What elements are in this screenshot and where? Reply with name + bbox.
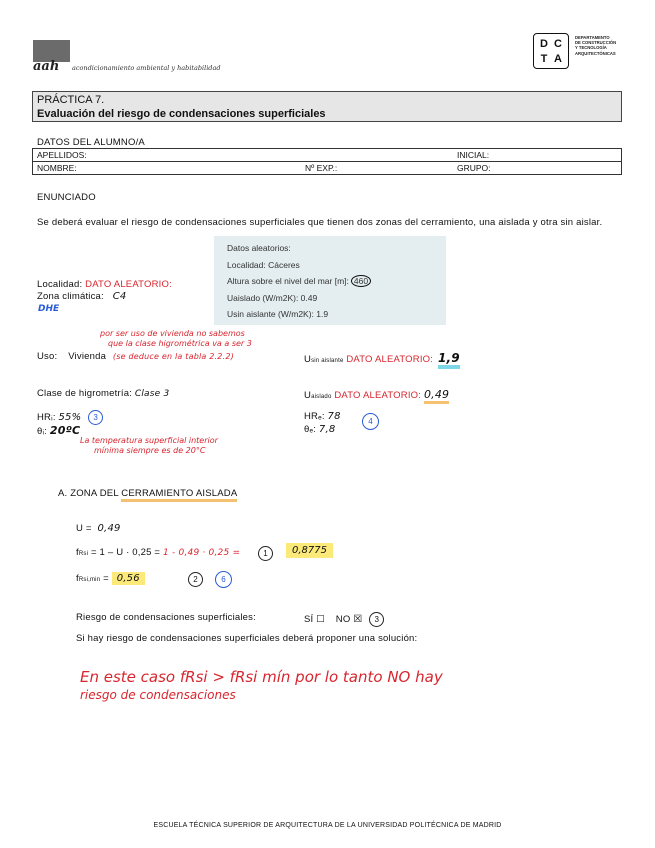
practice-title: Evaluación del riesgo de condensaciones superficiales (37, 108, 326, 120)
clase-row: Clase de higrometría: Clase 3 (37, 388, 170, 399)
dcta-logo (533, 33, 569, 69)
uso-row: Uso: Vivienda (se deduce en la tabla 2.2.2) (37, 351, 234, 362)
uaislado-row: Uaislado DATO ALEATORIO: 0,49 (304, 388, 449, 401)
section-a-heading: A. ZONA DEL CERRAMIENTO AISLADA (58, 488, 237, 499)
hre-value: 78 (327, 411, 341, 422)
frsimin-row: fRsi,min = 0,56 (76, 573, 145, 584)
frsimin-circle-blue: 6 (215, 571, 232, 588)
frsi-circle: 1 (258, 546, 273, 561)
uaislado-value: 0,49 (424, 388, 449, 404)
te-value: 7,8 (318, 424, 336, 435)
altura-value: 460 (351, 275, 371, 287)
solucion-text: Si hay riesgo de condensaciones superficiales deberá proponer una solución: (76, 633, 418, 644)
usin-row: Usin aislante DATO ALEATORIO: 1,9 (304, 351, 460, 365)
hri-row: HRᵢ: 55% 3 (37, 410, 103, 425)
u-row: U = 0,49 (76, 523, 121, 534)
student-heading: DATOS DEL ALUMNO/A (37, 137, 145, 148)
zona-row: Zona climática: C4 (37, 291, 127, 302)
nombre-label: NOMBRE: (37, 163, 77, 173)
random-tag: DATO ALEATORIO: (85, 279, 172, 290)
random-altura: Altura sobre el nivel del mar [m]: 460 (227, 276, 371, 286)
department-name: DEPARTAMENTO DE CONSTRUCCIÓN Y TECNOLOGÍA ARQUITECTÓNICAS (575, 35, 617, 56)
he-circle: 4 (362, 413, 379, 430)
zona-value: C4 (112, 291, 127, 302)
dcta-letter: D (540, 37, 548, 50)
frsimin-circle: 2 (188, 572, 203, 587)
no-checkbox[interactable]: ☒ (353, 614, 363, 625)
random-uaislado: Uaislado (W/m2K): 0.49 (227, 293, 318, 303)
dcta-letter: C (554, 37, 562, 50)
uso-reference: (se deduce en la tabla 2.2.2) (112, 352, 234, 361)
si-checkbox[interactable]: SÍ ☐ (304, 614, 325, 625)
enunciado-text: Se deberá evaluar el riesgo de condensaciones superficiales que tienen dos zonas del cerramiento, una aislada y otra sin aislar. (37, 217, 603, 228)
logo-text: aah (33, 59, 60, 74)
hre-row: HRₑ: 78 (304, 411, 341, 422)
random-heading: Datos aleatorios: (227, 243, 291, 253)
hri-value: 55% (58, 412, 82, 423)
table-row (32, 162, 622, 175)
u-value: 0,49 (97, 523, 121, 534)
dhe-note: DHE (38, 304, 60, 314)
random-data-box (214, 236, 446, 325)
practice-number: PRÁCTICA 7. (37, 94, 105, 106)
grupo-label: GRUPO: (457, 163, 491, 173)
table-row (32, 149, 622, 162)
riesgo-circle: 3 (369, 612, 384, 627)
usin-value: 1,9 (438, 351, 460, 369)
logo-subtitle: acondicionamiento ambiental y habitabilidad (72, 64, 221, 72)
enunciado-heading: ENUNCIADO (37, 192, 96, 203)
riesgo-options: SÍ ☐ NO ☒ 3 (304, 612, 384, 627)
inicial-label: INICIAL: (457, 150, 490, 160)
frsi-handwritten: 1 - 0,49 · 0,25 = (163, 548, 241, 558)
conclusion-line-1: En este caso fRsi > fRsi mín por lo tanto NO hay (80, 668, 443, 686)
apellidos-label: APELLIDOS: (37, 150, 87, 160)
dcta-letter: T (540, 52, 548, 65)
te-row: θₑ: 7,8 (304, 424, 336, 435)
conclusion-line-2: riesgo de condensaciones (80, 688, 236, 702)
hri-circle: 3 (88, 410, 103, 425)
dcta-letter: A (554, 52, 562, 65)
ti-value: 20ºC (49, 424, 81, 437)
conclusion (80, 668, 443, 704)
riesgo-label: Riesgo de condensaciones superficiales: (76, 612, 256, 623)
ti-row: θᵢ: 20ºC (37, 424, 81, 437)
random-usin: Usin aislante (W/m2K): 1.9 (227, 309, 329, 319)
uso-annotation: por ser uso de vivienda no sabemos que la clase higrométrica va a ser 3 (100, 329, 252, 348)
localidad-row: Localidad: DATO ALEATORIO: (37, 279, 172, 290)
random-tag: DATO ALEATORIO: (346, 354, 434, 365)
clase-value: Clase 3 (134, 389, 170, 399)
frsi-row: fRsi = 1 – U · 0,25 = 1 - 0,49 · 0,25 = (76, 547, 241, 558)
temp-annotation: La temperatura superficial interior mínima siempre es de 20°C (80, 436, 218, 455)
nexp-label: Nº EXP.: (305, 163, 338, 173)
random-tag: DATO ALEATORIO: (334, 390, 422, 401)
random-localidad: Localidad: Cáceres (227, 260, 300, 270)
student-table (32, 148, 622, 175)
footer: ESCUELA TÉCNICA SUPERIOR DE ARQUITECTURA DE LA UNIVERSIDAD POLITÉCNICA DE MADRID (153, 822, 502, 829)
frsimin-value: 0,56 (112, 572, 145, 585)
uso-value: Vivienda (68, 351, 107, 362)
frsi-result: 0,8775 (286, 543, 333, 558)
